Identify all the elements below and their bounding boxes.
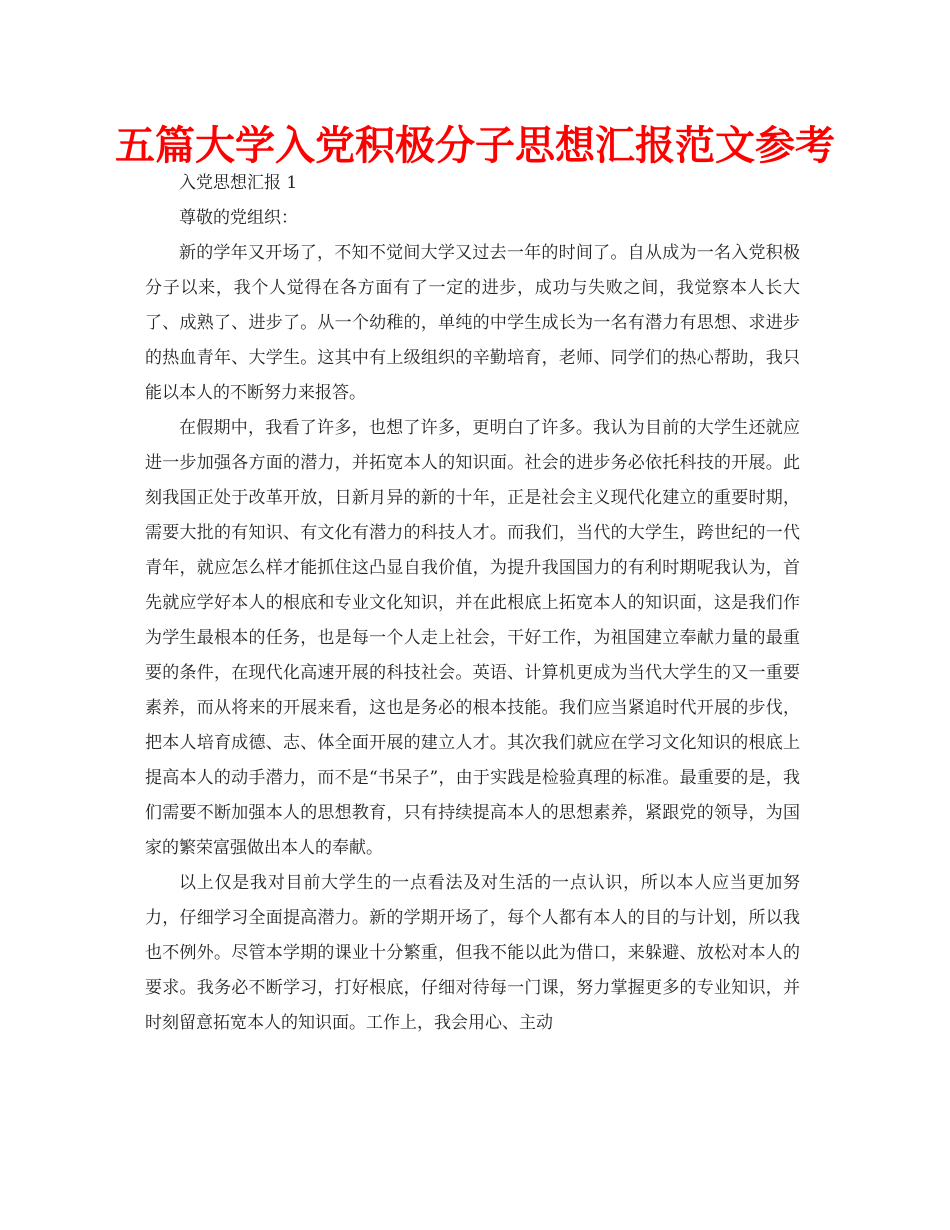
- document-body: [145, 166, 800, 1041]
- salutation: 尊敬的党组织：: [179, 208, 298, 228]
- report-subtitle: 入党思想汇报 1: [179, 173, 298, 193]
- paragraph-3: 以上仅是我对目前大学生的一点看法及对生活的一点认识，所以本人应当更加努力，仔细学习全面提高潜力。新的学期开场了，每个人都有本人的目的与计划，所以我也不例外。尽管本学期的课业十分繁重，但我不能以此为借口，来躲避、放松对本人的要求。我务必不断学习，打好根底，仔细对待每一门课，努力掌握更多的专业知识，并时刻留意拓宽本人的知识面。工作上，我会用心、主动: [145, 873, 800, 1033]
- paragraph-1: 新的学年又开场了，不知不觉间大学又过去一年的时间了。自从成为一名入党积极分子以来，我个人觉得在各方面有了一定的进步，成功与失败之间，我觉察本人长大了、成熟了、进步了。从一个幼稚的，单纯的中学生成长为一名有潜力有思想、求进步的热血青年、大学生。这其中有上级组织的辛勤培育，老师、同学们的热心帮助，我只能以本人的不断努力来报答。: [145, 243, 800, 403]
- paragraph-2: 在假期中，我看了许多，也想了许多，更明白了许多。我认为目前的大学生还就应进一步加强各方面的潜力，并拓宽本人的知识面。社会的进步务必依托科技的开展。此刻我国正处于改革开放，日新月异的新的十年，正是社会主义现代化建立的重要时期，需要大批的有知识、有文化有潜力的科技人才。而我们，当代的大学生，跨世纪的一代青年，就应怎么样才能抓住这凸显自我价值，为提升我国国力的有利时期呢我认为，首先就应学好本人的根底和专业文化知识，并在此根底上拓宽本人的知识面，这是我们作为学生最根本的任务，也是每一个人走上社会，干好工作，为祖国建立奉献力量的最重要的条件，在现代化高速开展的科技社会。英语、计算机更成为当代大学生的又一重要素养，而从将来的开展来看，这也是务必的根本技能。我们应当紧追时代开展的步伐，把本人培育成德、志、体全面开展的建立人才。其次我们就应在学习文化知识的根底上提高本人的动手潜力，而不是“书呆子”，由于实践是检验真理的标准。最重要的是，我们需要不断加强本人的思想教育，只有持续提高本人的思想素养，紧跟党的领导，为国家的繁荣富强做出本人的奉献。: [145, 418, 800, 858]
- document-title: 五篇大学入党积极分子思想汇报范文参考: [115, 123, 835, 169]
